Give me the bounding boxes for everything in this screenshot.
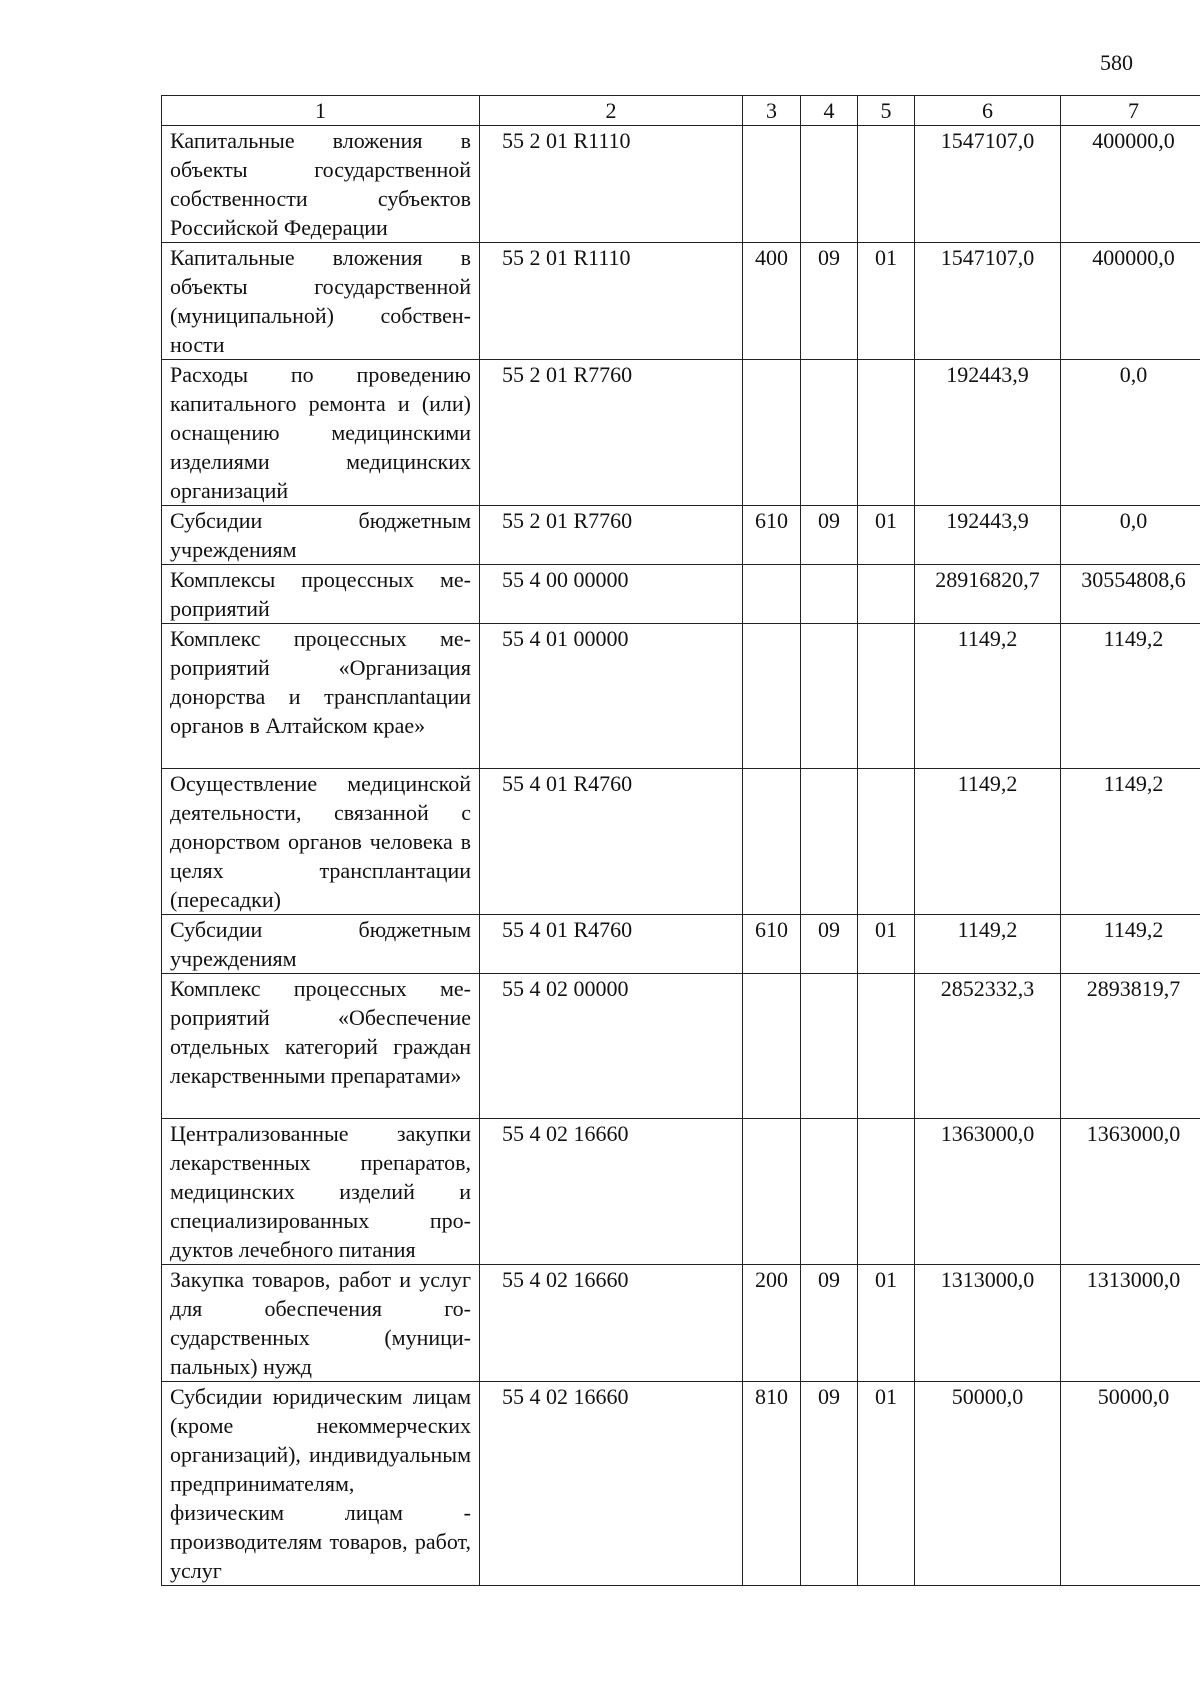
cell-col3: 400 [743, 243, 801, 360]
amount-col7: 1149,2 [1061, 915, 1200, 974]
amount-col6: 50000,0 [915, 1382, 1061, 1586]
column-header: 7 [1061, 96, 1200, 126]
table-row [162, 915, 1200, 974]
expense-name: Субсидии юридическим лицам (кроме некоммерческих организаций), индивидуальным предпринимателям, физическим лицам - производителям товаров, работ, услуг [162, 1382, 480, 1586]
cell-col5 [858, 624, 915, 769]
table-row [162, 1119, 1200, 1265]
budget-code: 55 4 01 R4760 [480, 915, 743, 974]
table-row [162, 126, 1200, 243]
expense-name: Капитальные вложения в объекты государственной собственности субъектов Российской Федерации [162, 126, 480, 243]
amount-col6: 1149,2 [915, 624, 1061, 769]
budget-code: 55 2 01 R7760 [480, 360, 743, 506]
amount-col7: 1149,2 [1061, 624, 1200, 769]
cell-col4 [801, 565, 858, 624]
budget-code: 55 2 01 R1110 [480, 126, 743, 243]
page-number: 580 [1100, 50, 1133, 75]
amount-col7: 0,0 [1061, 506, 1200, 565]
amount-col6: 1363000,0 [915, 1119, 1061, 1265]
column-header: 2 [480, 96, 743, 126]
amount-col7: 400000,0 [1061, 126, 1200, 243]
amount-col7: 1363000,0 [1061, 1119, 1200, 1265]
table-row [162, 974, 1200, 1119]
amount-col6: 1547107,0 [915, 126, 1061, 243]
cell-col3: 810 [743, 1382, 801, 1586]
table-row [162, 769, 1200, 915]
budget-code: 55 2 01 R7760 [480, 506, 743, 565]
cell-col3 [743, 565, 801, 624]
cell-col3 [743, 624, 801, 769]
cell-col3 [743, 126, 801, 243]
cell-col3 [743, 360, 801, 506]
column-header: 4 [801, 96, 858, 126]
amount-col6: 192443,9 [915, 506, 1061, 565]
table-row [162, 1382, 1200, 1586]
table-row [162, 506, 1200, 565]
budget-code: 55 4 01 R4760 [480, 769, 743, 915]
budget-code: 55 4 01 00000 [480, 624, 743, 769]
expense-name: Комплекс процессных мероприятий «Обеспечение отдельных категорий граждан лекарственными препаратами» [162, 974, 480, 1119]
expense-name: Закупка товаров, работ и услуг для обеспечения государственных (муниципальных) нужд [162, 1265, 480, 1382]
table-row [162, 1265, 1200, 1382]
expense-name: Комплексы процессных мероприятий [162, 565, 480, 624]
cell-col5 [858, 565, 915, 624]
cell-col3 [743, 769, 801, 915]
table-row [162, 360, 1200, 506]
column-header: 1 [162, 96, 480, 126]
amount-col6: 28916820,7 [915, 565, 1061, 624]
cell-col5: 01 [858, 506, 915, 565]
cell-col5 [858, 126, 915, 243]
cell-col5 [858, 769, 915, 915]
amount-col6: 2852332,3 [915, 974, 1061, 1119]
cell-col5: 01 [858, 243, 915, 360]
expense-name: Расходы по проведению капитального ремонта и (или) оснащению медицинскими изделиями медицинских организаций [162, 360, 480, 506]
cell-col5: 01 [858, 915, 915, 974]
budget-code: 55 4 02 16660 [480, 1382, 743, 1586]
table-row [162, 565, 1200, 624]
amount-col6: 1313000,0 [915, 1265, 1061, 1382]
amount-col7: 30554808,6 [1061, 565, 1200, 624]
budget-code: 55 4 00 00000 [480, 565, 743, 624]
column-header: 3 [743, 96, 801, 126]
cell-col3: 610 [743, 915, 801, 974]
amount-col7: 1149,2 [1061, 769, 1200, 915]
amount-col6: 192443,9 [915, 360, 1061, 506]
cell-col5 [858, 1119, 915, 1265]
amount-col7: 2893819,7 [1061, 974, 1200, 1119]
budget-code: 55 4 02 16660 [480, 1119, 743, 1265]
cell-col4: 09 [801, 243, 858, 360]
cell-col5 [858, 974, 915, 1119]
expense-name: Капитальные вложения в объекты государственной (муниципальной) собственности [162, 243, 480, 360]
cell-col3 [743, 1119, 801, 1265]
expense-name: Комплекс процессных мероприятий «Организация донорства и трансплantaции органов в Алтайском крае» [162, 624, 480, 769]
expense-name: Субсидии бюджетным учреждениям [162, 506, 480, 565]
expense-name: Осуществление медицинской деятельности, связанной с донорством органов человека в целях трансплантации (пересадки) [162, 769, 480, 915]
expense-name: Централизованные закупки лекарственных препаратов, медицинских изделий и специализированных продуктов лечебного питания [162, 1119, 480, 1265]
cell-col4: 09 [801, 1265, 858, 1382]
cell-col3 [743, 974, 801, 1119]
cell-col4 [801, 126, 858, 243]
column-header: 5 [858, 96, 915, 126]
budget-code: 55 4 02 00000 [480, 974, 743, 1119]
cell-col4: 09 [801, 506, 858, 565]
table-row [162, 243, 1200, 360]
expense-name: Субсидии бюджетным учреждениям [162, 915, 480, 974]
cell-col4 [801, 360, 858, 506]
amount-col7: 0,0 [1061, 360, 1200, 506]
amount-col6: 1149,2 [915, 769, 1061, 915]
cell-col4: 09 [801, 1382, 858, 1586]
amount-col7: 50000,0 [1061, 1382, 1200, 1586]
cell-col4 [801, 769, 858, 915]
budget-code: 55 2 01 R1110 [480, 243, 743, 360]
budget-code: 55 4 02 16660 [480, 1265, 743, 1382]
amount-col7: 1313000,0 [1061, 1265, 1200, 1382]
cell-col4: 09 [801, 915, 858, 974]
amount-col7: 400000,0 [1061, 243, 1200, 360]
cell-col4 [801, 624, 858, 769]
table-row [162, 624, 1200, 769]
column-header: 6 [915, 96, 1061, 126]
amount-col6: 1547107,0 [915, 243, 1061, 360]
cell-col3: 610 [743, 506, 801, 565]
amount-col6: 1149,2 [915, 915, 1061, 974]
cell-col3: 200 [743, 1265, 801, 1382]
cell-col4 [801, 1119, 858, 1265]
cell-col5: 01 [858, 1265, 915, 1382]
cell-col5 [858, 360, 915, 506]
cell-col4 [801, 974, 858, 1119]
budget-table [161, 95, 1200, 1586]
cell-col5: 01 [858, 1382, 915, 1586]
table-header-row [162, 96, 1200, 126]
